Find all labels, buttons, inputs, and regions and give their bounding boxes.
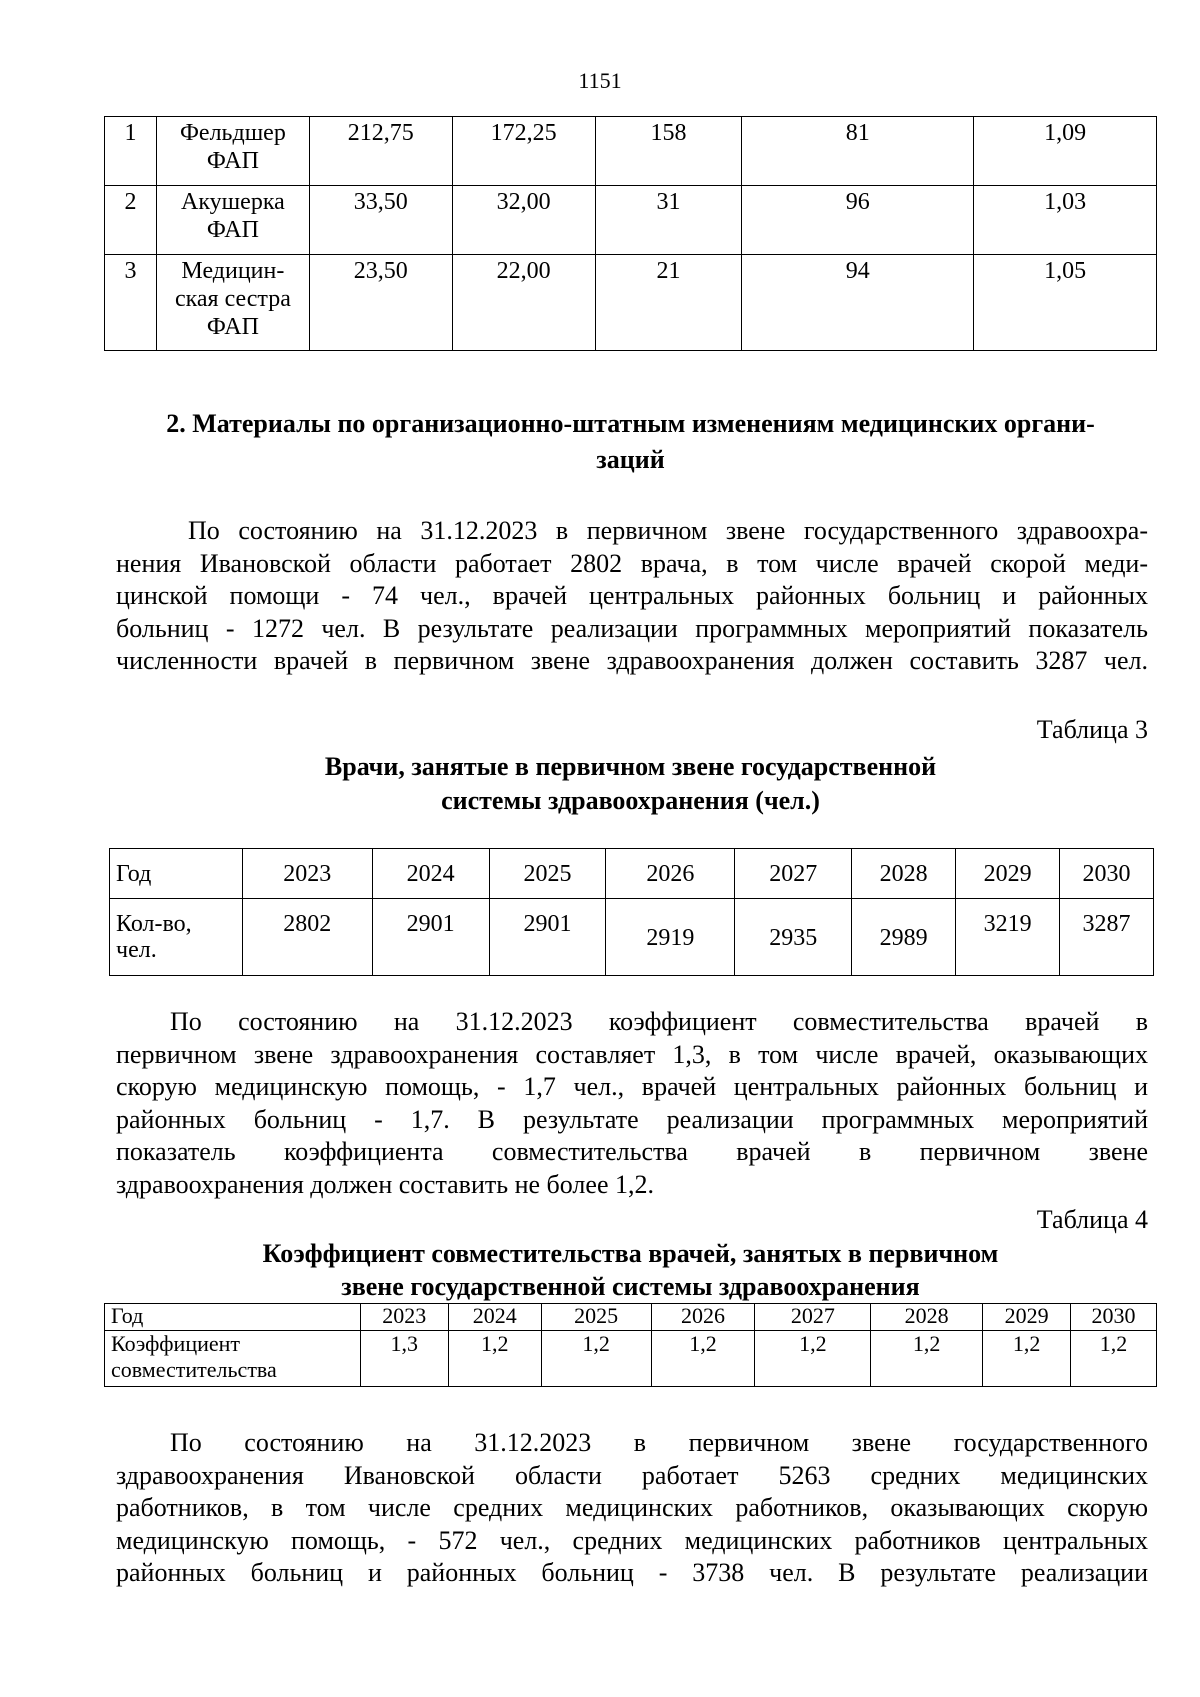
year-cell: 2024 — [372, 849, 489, 899]
year-cell: 2025 — [541, 1304, 651, 1331]
table-cell: 1,09 — [974, 117, 1157, 186]
table-row — [105, 1331, 1157, 1387]
year-cell: 2028 — [871, 1304, 983, 1331]
section-heading — [104, 406, 1157, 478]
value-cell: 3287 — [1060, 899, 1154, 976]
header-label: Год — [105, 1304, 361, 1331]
table-row — [105, 117, 1157, 186]
row-label: Коэффициент совместительства — [105, 1331, 361, 1387]
table-row — [105, 255, 1157, 351]
value-cell: 1,2 — [983, 1331, 1071, 1387]
table-caption: Таблица 4 — [1036, 1205, 1148, 1234]
value-cell: 3219 — [956, 899, 1060, 976]
value-cell: 1,2 — [1071, 1331, 1157, 1387]
value-cell: 1,2 — [448, 1331, 541, 1387]
table-cell: 158 — [595, 117, 742, 186]
text-line: больниц - 1272 чел. В результате реализации программных мероприятий показатель — [116, 613, 1148, 643]
table-cell: 22,00 — [452, 255, 595, 351]
title-line: звене государственной системы здравоохранения — [341, 1272, 920, 1301]
table-cell: 32,00 — [452, 186, 595, 255]
value-cell: 2901 — [489, 899, 606, 976]
year-cell: 2029 — [956, 849, 1060, 899]
table-cell: 81 — [742, 117, 974, 186]
heading-line: заций — [596, 445, 665, 474]
year-cell: 2028 — [852, 849, 956, 899]
year-cell: 2026 — [651, 1304, 755, 1331]
position-name: Фельдшер ФАП — [156, 117, 309, 186]
year-cell: 2030 — [1071, 1304, 1157, 1331]
text-line: районных больниц и районных больниц - 3738 чел. В результате реализации — [116, 1558, 1148, 1587]
row-label: Кол-во, чел. — [110, 899, 243, 976]
text-line: здравоохранения Ивановской области работает 5263 средних медицинских — [116, 1460, 1148, 1490]
table-cell: 33,50 — [309, 186, 452, 255]
value-cell: 2901 — [372, 899, 489, 976]
value-cell: 1,2 — [541, 1331, 651, 1387]
value-cell: 1,2 — [651, 1331, 755, 1387]
paragraph — [116, 1427, 1148, 1590]
table-cell: 172,25 — [452, 117, 595, 186]
year-cell: 2027 — [755, 1304, 871, 1331]
year-cell: 2024 — [448, 1304, 541, 1331]
table-title — [104, 1237, 1157, 1303]
text-line: медицинскую помощь, - 572 чел., средних медицинских работников центральных — [116, 1525, 1148, 1555]
value-cell: 2919 — [606, 899, 735, 976]
row-number: 2 — [105, 186, 157, 255]
table-cell: 21 — [595, 255, 742, 351]
year-cell: 2023 — [360, 1304, 448, 1331]
value-cell: 1,2 — [755, 1331, 871, 1387]
heading-line: 2. Материалы по организационно-штатным изменениям медицинских органи- — [166, 409, 1095, 438]
row-number: 3 — [105, 255, 157, 351]
text-line: здравоохранения должен составить не более 1,2. — [116, 1169, 654, 1199]
table-cell: 1,05 — [974, 255, 1157, 351]
text-line: нения Ивановской области работает 2802 врача, в том числе врачей скорой меди- — [116, 548, 1148, 578]
doctors-table — [109, 848, 1154, 976]
table-row — [110, 899, 1154, 976]
value-cell: 2989 — [852, 899, 956, 976]
table-cell: 212,75 — [309, 117, 452, 186]
row-number: 1 — [105, 117, 157, 186]
year-cell: 2025 — [489, 849, 606, 899]
coefficient-table — [104, 1303, 1157, 1387]
text-line: работников, в том числе средних медицинских работников, оказывающих скорую — [116, 1493, 1148, 1522]
table-cell: 1,03 — [974, 186, 1157, 255]
table-title — [104, 750, 1157, 818]
value-cell: 2935 — [735, 899, 852, 976]
value-cell: 1,2 — [871, 1331, 983, 1387]
table-caption: Таблица 3 — [1036, 715, 1148, 744]
value-cell: 1,3 — [360, 1331, 448, 1387]
title-line: системы здравоохранения (чел.) — [441, 786, 820, 815]
text-line: первичном звене здравоохранения составляет 1,3, в том числе врачей, оказывающих — [116, 1039, 1148, 1069]
paragraph — [116, 515, 1148, 678]
table-header-row — [110, 849, 1154, 899]
text-line: цинской помощи - 74 чел., врачей центральных районных больниц и районных — [116, 581, 1148, 610]
text-line: показатель коэффициента совместительства врачей в первичном звене — [116, 1137, 1148, 1166]
year-cell: 2027 — [735, 849, 852, 899]
year-cell: 2023 — [242, 849, 372, 899]
year-cell: 2029 — [983, 1304, 1071, 1331]
header-label: Год — [110, 849, 243, 899]
table-cell: 23,50 — [309, 255, 452, 351]
table-cell: 31 — [595, 186, 742, 255]
title-line: Врачи, занятые в первичном звене государственной — [324, 752, 937, 781]
text-line: скорую медицинскую помощь, - 1,7 чел., врачей центральных районных больниц и — [116, 1072, 1148, 1101]
text-line: По состоянию на 31.12.2023 коэффициент совместительства врачей в — [170, 1007, 1148, 1036]
table-row — [105, 186, 1157, 255]
page-number: 1151 — [578, 68, 622, 93]
text-line: районных больниц - 1,7. В результате реализации программных мероприятий — [116, 1104, 1148, 1134]
year-cell: 2026 — [606, 849, 735, 899]
title-line: Коэффициент совместительства врачей, занятых в первичном — [262, 1239, 999, 1268]
table-cell: 96 — [742, 186, 974, 255]
text-line: По состоянию на 31.12.2023 в первичном звене государственного — [170, 1428, 1148, 1457]
text-line: По состоянию на 31.12.2023 в первичном звене государственного здравоохра- — [188, 516, 1148, 545]
text-line: численности врачей в первичном звене здравоохранения должен составить 3287 чел. — [116, 646, 1148, 675]
position-name: Акушерка ФАП — [156, 186, 309, 255]
paragraph — [116, 1006, 1148, 1201]
staff-table — [104, 116, 1157, 351]
value-cell: 2802 — [242, 899, 372, 976]
table-header-row — [105, 1304, 1157, 1331]
table-cell: 94 — [742, 255, 974, 351]
position-name: Медицин- ская сестра ФАП — [156, 255, 309, 351]
year-cell: 2030 — [1060, 849, 1154, 899]
